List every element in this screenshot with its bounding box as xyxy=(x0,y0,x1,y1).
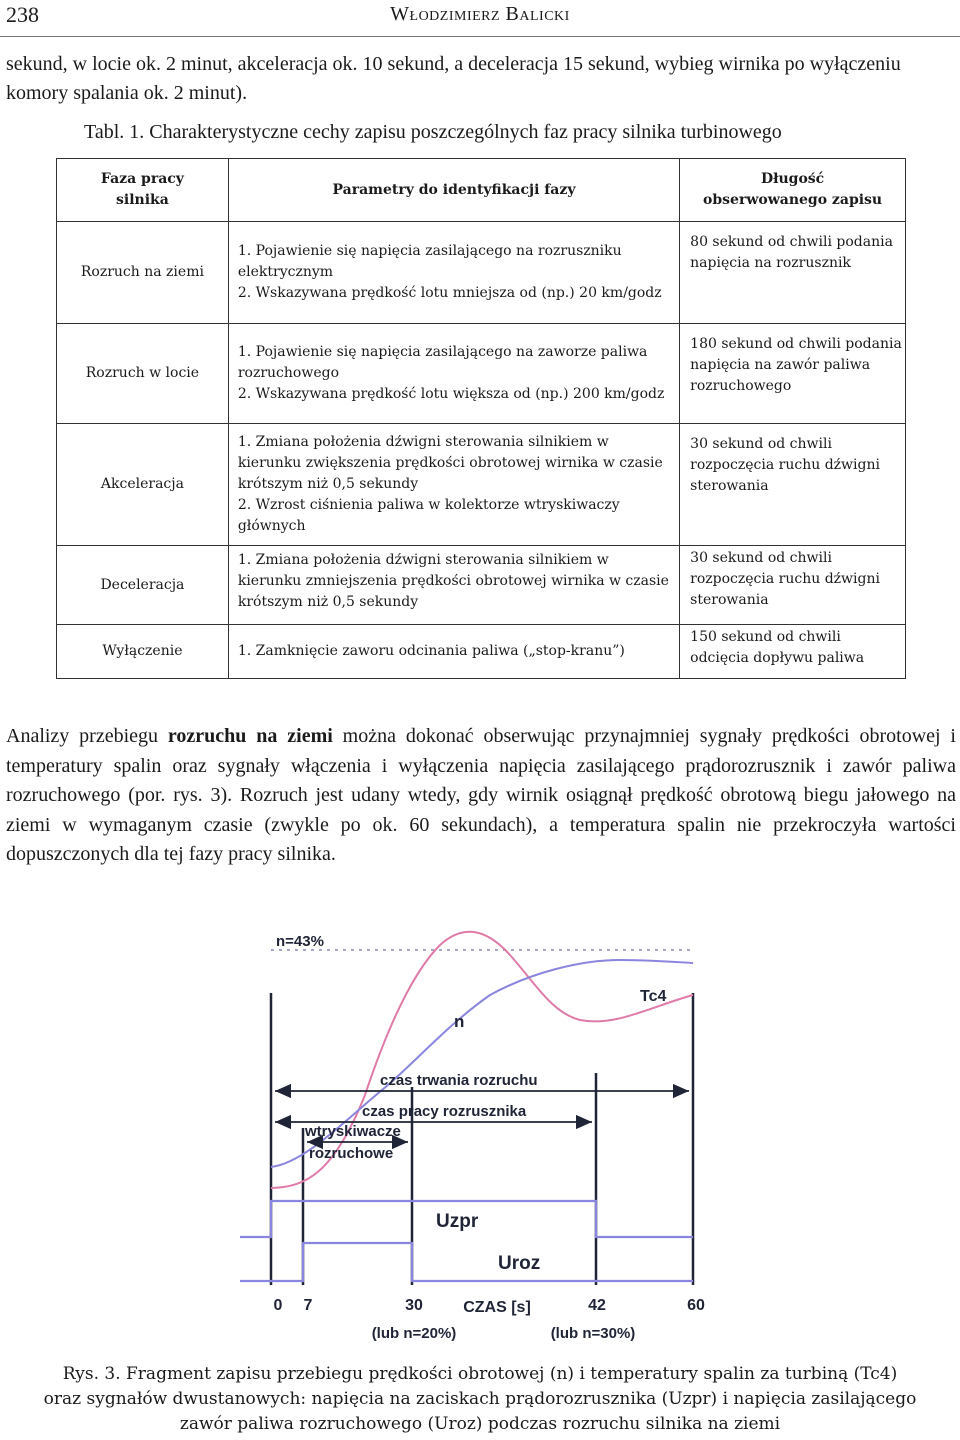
params-cell xyxy=(228,222,679,324)
param-line: 1. Zamknięcie zaworu odcinania paliwa („stop-kranu”) xyxy=(237,643,625,659)
x-tick-label: 60 xyxy=(687,1297,705,1314)
length-cell: 180 sekund od chwili podania napięcia na zawór paliwa rozruchowego xyxy=(680,324,906,424)
phase-cell: Deceleracja xyxy=(57,546,229,625)
label-tc4: Tc4 xyxy=(640,988,667,1005)
table-caption: Tabl. 1. Charakterystyczne cechy zapisu poszczególnych faz pracy silnika turbinowego xyxy=(84,121,782,143)
header-phase-line2: silnika xyxy=(116,192,169,208)
engine-phase-table xyxy=(56,158,906,679)
table-row xyxy=(57,625,906,679)
header-params: Parametry do identyfikacji fazy xyxy=(228,159,679,222)
label-lub-n20: (lub n=20%) xyxy=(371,1325,457,1342)
header-phase-line1: Faza pracy xyxy=(100,171,184,187)
figure-caption xyxy=(0,1362,960,1437)
param-line: 1. Zmiana położenia dźwigni sterowania silnikiem w kierunku zwiększenia prędkości obrotowej wirnika w czasie krótszym niż 0,5 sekundy xyxy=(237,434,663,492)
params-cell xyxy=(228,324,679,424)
label-uzpr: Uzpr xyxy=(436,1211,479,1232)
length-cell: 80 sekund od chwili podania napięcia na rozrusznik xyxy=(680,222,906,324)
param-line: 2. Wskazywana prędkość lotu mniejsza od (np.) 20 km/godz xyxy=(237,285,662,301)
length-cell: 150 sekund od chwili odcięcia dopływu paliwa xyxy=(680,625,906,679)
label-uroz: Uroz xyxy=(498,1253,541,1274)
param-line: 1. Pojawienie się napięcia zasilającego na zaworze paliwa rozruchowego xyxy=(237,344,648,381)
table-row xyxy=(57,222,906,324)
page-header xyxy=(0,0,960,37)
phase-cell: Rozruch w locie xyxy=(57,324,229,424)
x-tick-label: 0 xyxy=(273,1297,283,1314)
label-rozruchowe: rozruchowe xyxy=(309,1145,394,1162)
param-line: 1. Pojawienie się napięcia zasilającego na rozruszniku elektrycznym xyxy=(237,243,622,280)
param-line: 2. Wskazywana prędkość lotu większa od (np.) 200 km/godz xyxy=(237,386,665,402)
x-tick-label: 30 xyxy=(405,1297,423,1314)
x-axis-label: CZAS [s] xyxy=(463,1299,531,1316)
header-length-line1: Długość xyxy=(760,171,825,187)
label-n: n xyxy=(454,1012,465,1031)
param-line: 1. Zmiana położenia dźwigni sterowania silnikiem w kierunku zmniejszenia prędkości obrotowej wirnika w czasie krótszym niż 0,5 sekundy xyxy=(237,552,669,610)
params-cell xyxy=(228,546,679,625)
x-tick-label: 42 xyxy=(588,1297,606,1314)
paragraph-part1: Analizy przebiegu xyxy=(6,725,168,747)
figure-caption-line2: oraz sygnałów dwustanowych: napięcia na zaciskach prądorozrusznika (Uzpr) i napięcia zasilającego xyxy=(43,1389,917,1409)
paragraph-part2: można dokonać obserwując przynajmniej sygnały prędkości obrotowej i temperatury spalin oraz sygnały włączenia i wyłączenia napięcia zasilającego prądorozrusznik i zawór paliwa rozruchowego (por. rys. 3). Rozruch jest udany wtedy, gdy wirnik osiągnął prędkość obrotową biegu jałowego na ziemi w wymaganym czasie (zwykle po ok. 60 sekundach), a temperatura spalin nie przekroczyła wartości dopuszczonych dla tej fazy pracy silnika. xyxy=(6,725,956,865)
length-cell: 30 sekund od chwili rozpoczęcia ruchu dźwigni sterowania xyxy=(680,546,906,625)
table-row xyxy=(57,324,906,424)
intro-paragraph: sekund, w locie ok. 2 minut, akceleracja ok. 10 sekund, a deceleracja 15 sekund, wybieg wirnika po wyłączeniu komory spalania ok. 2 minut). xyxy=(6,53,901,104)
phase-cell: Wyłączenie xyxy=(57,625,229,679)
figure-caption-line3: zawór paliwa rozruchowego (Uroz) podczas rozruchu silnika na ziemi xyxy=(179,1414,781,1434)
table-row xyxy=(57,424,906,546)
x-tick-label: 7 xyxy=(303,1297,313,1314)
phase-cell: Akceleracja xyxy=(57,424,229,546)
param-line: 2. Wzrost ciśnienia paliwa w kolektorze wtryskiwaczy głównych xyxy=(237,497,620,534)
label-czas-rozrusznika: czas pracy rozrusznika xyxy=(362,1103,527,1120)
page-number: 238 xyxy=(6,2,39,27)
phase-cell: Rozruch na ziemi xyxy=(57,222,229,324)
table-row xyxy=(57,546,906,625)
label-czas-rozruchu: czas trwania rozruchu xyxy=(380,1072,538,1089)
label-n43: n=43% xyxy=(276,933,324,950)
table-header-row xyxy=(57,159,906,222)
params-cell xyxy=(228,625,679,679)
paragraph-bold-term: rozruchu na ziemi xyxy=(167,725,333,747)
figure-caption-line1: Rys. 3. Fragment zapisu przebiegu prędkości obrotowej (n) i temperatury spalin za turbiną (Tc4) xyxy=(62,1364,898,1384)
body-paragraph xyxy=(6,722,956,870)
running-head-author: Włodzimierz Balicki xyxy=(390,3,570,25)
label-wtryskiwacze: wtryskiwacze xyxy=(305,1123,401,1140)
header-length-line2: obserwowanego zapisu xyxy=(703,192,883,208)
uroz-signal xyxy=(240,1243,693,1281)
startup-signal-diagram xyxy=(0,915,960,1355)
params-cell xyxy=(228,424,679,546)
length-cell: 30 sekund od chwili rozpoczęcia ruchu dźwigni sterowania xyxy=(680,424,906,546)
header-phase xyxy=(57,159,229,222)
label-lub-n30: (lub n=30%) xyxy=(550,1325,636,1342)
header-length xyxy=(680,159,906,222)
